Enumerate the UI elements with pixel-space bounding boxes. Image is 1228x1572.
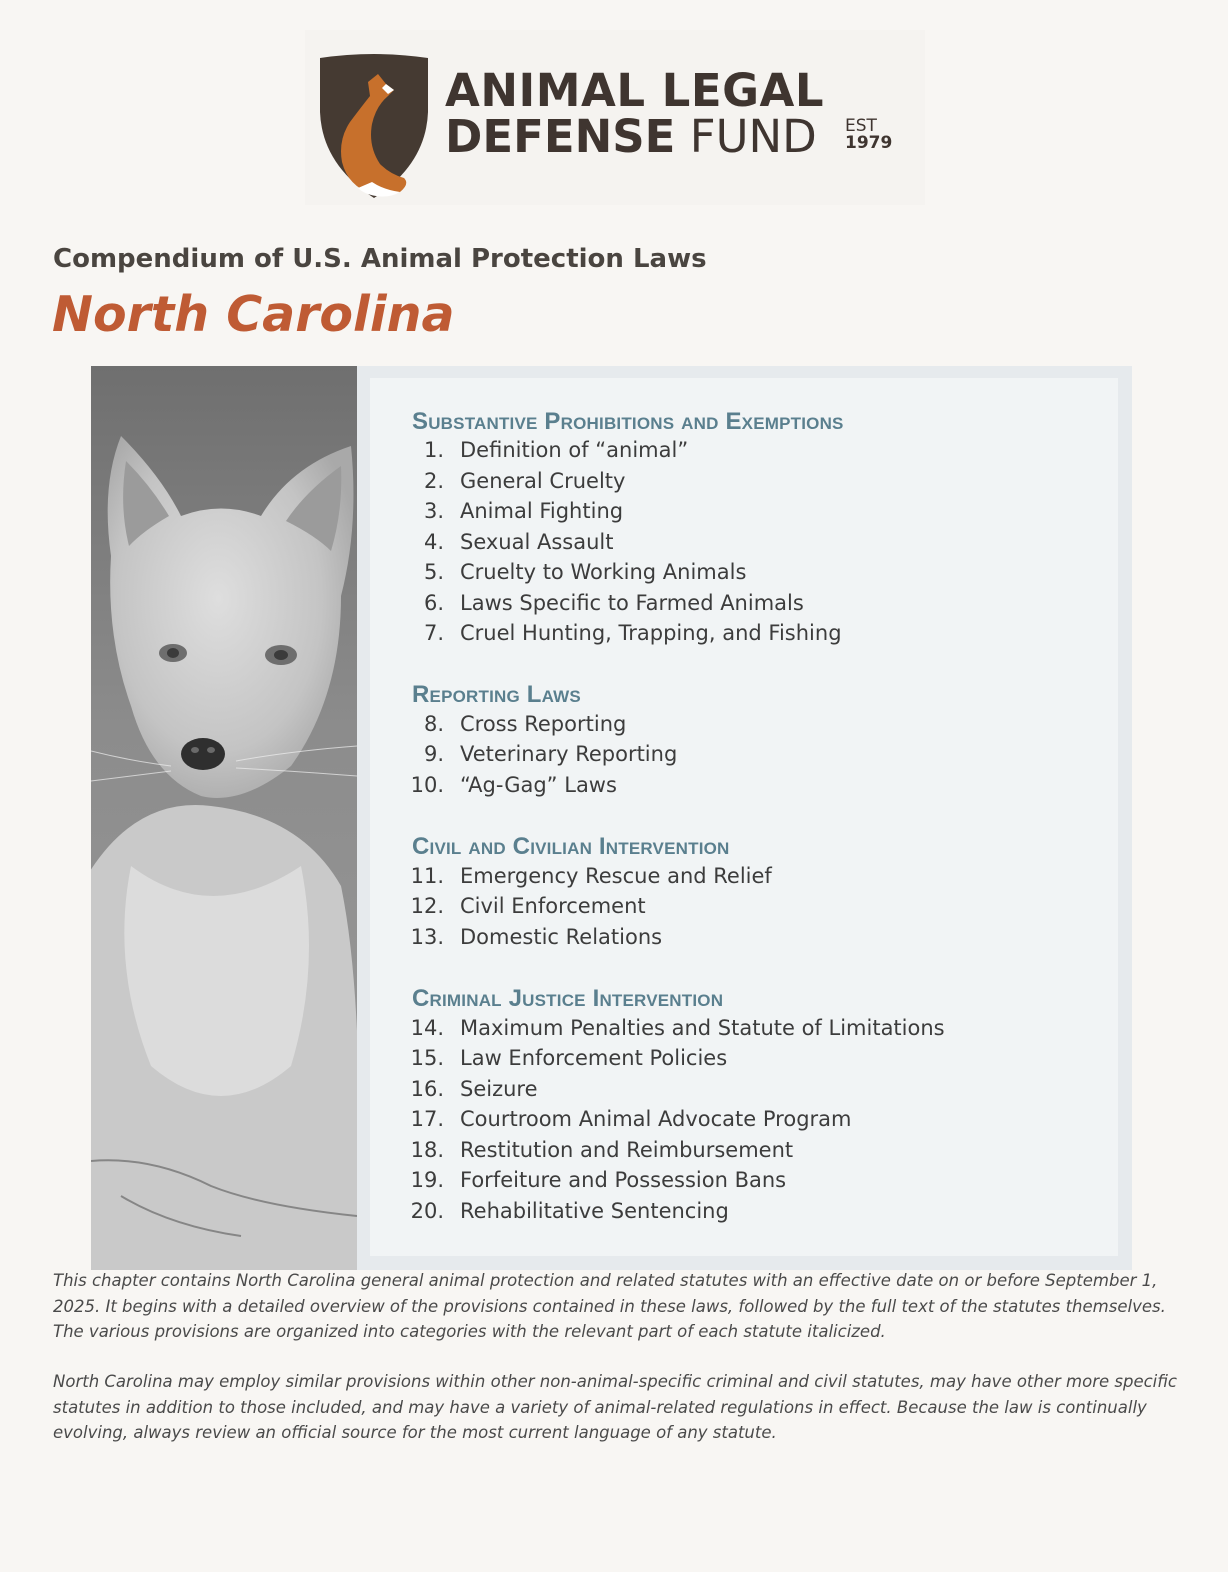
- scope-note: This chapter contains North Carolina general animal protection and related statutes with an effective date on or before September 1, 2025. It begins with a detailed overview of the provisions contained in these laws, followed by the full text of the statutes themselves. The various provisions are organized into categories with the relevant part of each statute italicized.: [53, 1271, 1166, 1341]
- item-label: “Ag-Gag” Laws: [460, 773, 617, 797]
- item-label: Civil Enforcement: [460, 894, 646, 918]
- item-label: Definition of “animal”: [460, 438, 689, 462]
- item-label: Law Enforcement Policies: [460, 1046, 728, 1070]
- item-label: Animal Fighting: [460, 499, 624, 523]
- logo-established: [845, 118, 892, 152]
- logo-wordmark-defense: DEFENSE: [445, 110, 676, 163]
- contents-item[interactable]: [400, 1046, 727, 1076]
- item-number: 9.: [423, 742, 444, 766]
- contents-item[interactable]: [400, 1168, 786, 1198]
- item-label: Sexual Assault: [460, 530, 614, 554]
- contents-item[interactable]: [400, 438, 688, 468]
- item-label: Forfeiture and Possession Bans: [460, 1168, 787, 1192]
- item-number: 8.: [423, 712, 444, 736]
- disclaimer-note: North Carolina may employ similar provisions within other non-animal-specific criminal and civil statutes, may have other more specific statutes in addition to those included, and may have a variety of animal-related regulations in effect. Because the law is continually evolving, always review an official source for the most current language of any statute.: [53, 1372, 1177, 1442]
- item-number: 10.: [410, 773, 444, 797]
- item-number: 7.: [423, 621, 444, 645]
- section-title-civil: Civil and Civilian Intervention: [412, 833, 730, 860]
- state-title: North Carolina: [52, 286, 455, 343]
- item-number: 12.: [410, 894, 444, 918]
- contents-item[interactable]: [400, 864, 772, 894]
- item-number: 18.: [410, 1138, 444, 1162]
- document-series-title: Compendium of U.S. Animal Protection Laws: [53, 244, 707, 274]
- section-title-substantive: Substantive Prohibitions and Exemptions: [412, 408, 844, 435]
- contents-item[interactable]: [400, 560, 746, 590]
- section-title-reporting: Reporting Laws: [412, 681, 581, 708]
- item-label: Emergency Rescue and Relief: [460, 864, 772, 888]
- item-label: Cruel Hunting, Trapping, and Fishing: [460, 621, 842, 645]
- item-number: 3.: [423, 499, 444, 523]
- item-number: 2.: [423, 469, 444, 493]
- item-number: 14.: [410, 1016, 444, 1040]
- item-number: 6.: [423, 591, 444, 615]
- contents-item[interactable]: [400, 1138, 793, 1168]
- item-number: 13.: [410, 925, 444, 949]
- fox-photo: [91, 366, 357, 1270]
- item-label: Courtroom Animal Advocate Program: [460, 1107, 852, 1131]
- item-number: 4.: [423, 530, 444, 554]
- contents-item[interactable]: [400, 591, 804, 621]
- contents-item[interactable]: [400, 712, 626, 742]
- logo-est-label: EST: [845, 116, 877, 136]
- item-label: Rehabilitative Sentencing: [460, 1199, 729, 1223]
- contents-item[interactable]: [400, 499, 623, 529]
- contents-item[interactable]: [400, 530, 614, 560]
- item-label: Cruelty to Working Animals: [460, 560, 747, 584]
- item-label: Veterinary Reporting: [460, 742, 678, 766]
- item-number: 1.: [423, 438, 444, 462]
- contents-item[interactable]: [400, 1107, 851, 1137]
- section-title-criminal: Criminal Justice Intervention: [412, 985, 724, 1012]
- item-label: Cross Reporting: [460, 712, 627, 736]
- organization-logo: [305, 30, 925, 205]
- contents-panel: [370, 378, 1118, 1256]
- item-label: Laws Specific to Farmed Animals: [460, 591, 804, 615]
- contents-item[interactable]: [400, 621, 842, 651]
- contents-box: [357, 366, 1132, 1270]
- logo-wordmark-line2: [445, 110, 817, 163]
- contents-item[interactable]: [400, 469, 625, 499]
- contents-item[interactable]: [400, 1016, 945, 1046]
- contents-item[interactable]: [400, 925, 662, 955]
- item-number: 5.: [423, 560, 444, 584]
- logo-est-year: 1979: [845, 133, 893, 153]
- fox-photo-illustration: [91, 366, 357, 1270]
- item-number: 17.: [410, 1107, 444, 1131]
- contents-item[interactable]: [400, 742, 677, 772]
- item-label: Maximum Penalties and Statute of Limitations: [460, 1016, 945, 1040]
- contents-item[interactable]: [400, 773, 617, 803]
- item-label: Restitution and Reimbursement: [460, 1138, 794, 1162]
- item-label: Domestic Relations: [460, 925, 663, 949]
- contents-item[interactable]: [400, 894, 646, 924]
- item-number: 20.: [410, 1199, 444, 1223]
- contents-item[interactable]: [400, 1077, 538, 1107]
- logo-wordmark-fund: FUND: [689, 110, 817, 163]
- item-label: General Cruelty: [460, 469, 626, 493]
- fox-shield-icon: [318, 54, 430, 200]
- item-number: 15.: [410, 1046, 444, 1070]
- item-label: Seizure: [460, 1077, 538, 1101]
- item-number: 11.: [410, 864, 444, 888]
- contents-item[interactable]: [400, 1199, 729, 1229]
- logo-wordmark-line1: ANIMAL LEGAL: [445, 64, 825, 117]
- item-number: 16.: [410, 1077, 444, 1101]
- item-number: 19.: [410, 1168, 444, 1192]
